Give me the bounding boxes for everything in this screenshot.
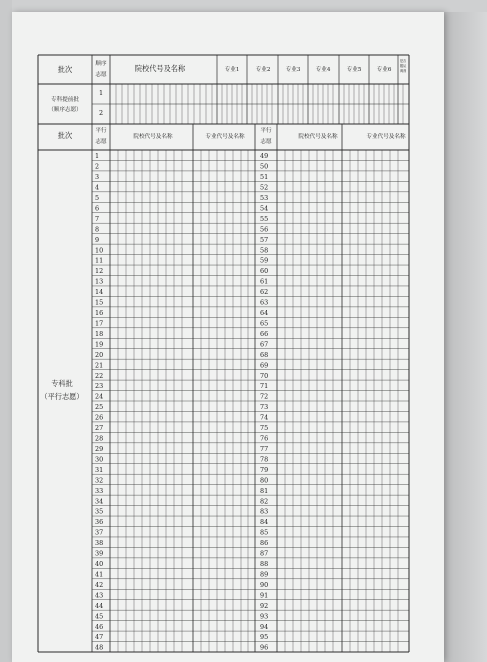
right-volunteer-number: 89 [260, 570, 269, 579]
left-volunteer-number: 30 [95, 455, 104, 464]
parallel-school-header-right: 院校代号及名称 [298, 134, 338, 140]
right-volunteer-number: 81 [260, 486, 269, 495]
left-volunteer-number: 15 [95, 298, 104, 307]
parallel-school-header: 院校代号及名称 [133, 134, 173, 140]
advance-batch-section [48, 89, 103, 117]
right-volunteer-number: 63 [260, 298, 269, 307]
parallel-volunteer-header-right-line2: 志愿 [260, 139, 272, 145]
advance-row-number: 2 [98, 109, 104, 117]
left-volunteer-number: 6 [95, 204, 100, 213]
left-volunteer-number: 2 [95, 162, 100, 171]
right-volunteer-number: 66 [260, 329, 269, 338]
left-volunteer-number: 48 [95, 643, 104, 652]
right-volunteer-number: 70 [260, 371, 269, 380]
right-volunteer-number: 96 [260, 643, 269, 652]
right-volunteer-number: 85 [260, 528, 269, 537]
left-volunteer-number: 11 [95, 256, 104, 265]
left-volunteer-number: 18 [95, 329, 104, 338]
left-volunteer-number: 8 [95, 225, 100, 234]
left-volunteer-number: 1 [95, 152, 100, 161]
left-volunteer-number: 12 [95, 267, 104, 276]
left-volunteer-number: 5 [95, 193, 100, 202]
left-volunteer-number: 31 [95, 465, 104, 474]
right-volunteer-number: 90 [260, 580, 269, 589]
obey-header-line2: 服从 [399, 64, 407, 68]
right-volunteer-number: 64 [260, 309, 269, 318]
left-volunteer-number: 37 [95, 528, 104, 537]
advance-row-number: 1 [98, 89, 104, 97]
left-volunteer-number: 9 [95, 235, 100, 244]
left-volunteer-number: 26 [95, 413, 104, 422]
sequence-header-line1: 顺序 [95, 61, 107, 67]
left-volunteer-number: 41 [95, 570, 104, 579]
right-volunteer-number: 83 [260, 507, 269, 516]
right-volunteer-number: 68 [260, 350, 269, 359]
left-volunteer-number: 20 [95, 350, 104, 359]
left-volunteer-number: 28 [95, 434, 104, 443]
left-volunteer-number: 43 [95, 591, 104, 600]
major3-header: 专业3 [285, 67, 301, 73]
left-volunteer-number: 32 [95, 476, 104, 485]
right-volunteer-number: 72 [260, 392, 269, 401]
obey-header-line3: 调剂 [399, 69, 407, 73]
parallel-volunteer-header-line2: 志愿 [95, 139, 107, 145]
advance-batch-label-line2: （顺序志愿） [48, 107, 82, 113]
left-volunteer-number: 38 [95, 539, 104, 548]
left-volunteer-number: 40 [95, 560, 104, 569]
right-volunteer-number: 95 [260, 633, 269, 642]
right-volunteer-number: 74 [260, 413, 269, 422]
major1-header: 专业1 [224, 67, 240, 73]
sequence-header-line2: 志愿 [95, 72, 107, 78]
right-volunteer-number: 60 [260, 267, 269, 276]
parallel-major-header: 专业代号及名称 [205, 134, 245, 140]
right-volunteer-number: 92 [260, 601, 269, 610]
left-volunteer-number: 3 [95, 173, 100, 182]
right-volunteer-number: 88 [260, 560, 269, 569]
right-volunteer-number: 58 [260, 246, 269, 255]
right-volunteer-number: 84 [260, 518, 269, 527]
right-volunteer-number: 62 [260, 288, 269, 297]
right-volunteer-number: 56 [260, 225, 269, 234]
major5-header: 专业5 [346, 67, 362, 73]
major4-header: 专业4 [315, 67, 331, 73]
left-volunteer-number: 33 [95, 486, 104, 495]
right-volunteer-number: 79 [260, 465, 269, 474]
left-volunteer-number: 39 [95, 549, 104, 558]
parallel-volunteer-header-line1: 平行 [95, 128, 107, 134]
major6-header: 专业6 [376, 67, 392, 73]
right-volunteer-number: 50 [260, 162, 269, 171]
table-grid [38, 55, 409, 652]
left-volunteer-number: 21 [95, 361, 104, 370]
left-volunteer-number: 24 [95, 392, 104, 401]
left-volunteer-number: 22 [95, 371, 104, 380]
obey-header-line1: 是否 [399, 59, 407, 63]
right-volunteer-number: 61 [260, 277, 269, 286]
left-volunteer-number: 34 [95, 497, 104, 506]
right-volunteer-number: 91 [260, 591, 269, 600]
parallel-major-header-right: 专业代号及名称 [366, 134, 406, 140]
left-volunteer-number: 25 [95, 403, 104, 412]
left-volunteer-number: 27 [95, 424, 104, 433]
batch-header: 批次 [57, 65, 73, 74]
major2-header: 专业2 [255, 67, 271, 73]
row-number-column [95, 152, 268, 652]
right-volunteer-number: 57 [260, 235, 269, 244]
left-volunteer-number: 42 [95, 580, 104, 589]
right-volunteer-number: 54 [260, 204, 269, 213]
right-volunteer-number: 59 [260, 256, 269, 265]
right-volunteer-number: 94 [260, 622, 269, 631]
left-volunteer-number: 13 [95, 277, 104, 286]
right-volunteer-number: 65 [260, 319, 269, 328]
left-volunteer-number: 47 [95, 633, 104, 642]
left-volunteer-number: 10 [95, 246, 104, 255]
right-volunteer-number: 67 [260, 340, 269, 349]
school-header: 院校代号及名称 [134, 64, 186, 73]
left-volunteer-number: 36 [95, 518, 104, 527]
right-volunteer-number: 51 [260, 173, 269, 182]
right-volunteer-number: 71 [260, 382, 269, 391]
left-volunteer-number: 7 [95, 214, 100, 223]
left-volunteer-number: 35 [95, 507, 104, 516]
left-volunteer-number: 16 [95, 309, 104, 318]
left-volunteer-number: 44 [95, 601, 104, 610]
right-volunteer-number: 73 [260, 403, 269, 412]
left-volunteer-number: 23 [95, 382, 104, 391]
parallel-batch-header: 批次 [57, 131, 73, 140]
left-volunteer-number: 14 [95, 288, 104, 297]
right-volunteer-number: 87 [260, 549, 269, 558]
right-volunteer-number: 49 [260, 152, 269, 161]
right-volunteer-number: 55 [260, 214, 269, 223]
left-volunteer-number: 19 [95, 340, 104, 349]
parallel-batch-label [40, 379, 83, 401]
right-volunteer-number: 75 [260, 424, 269, 433]
right-volunteer-number: 52 [260, 183, 269, 192]
left-volunteer-number: 17 [95, 319, 104, 328]
right-volunteer-number: 53 [260, 193, 269, 202]
right-volunteer-number: 82 [260, 497, 269, 506]
left-volunteer-number: 4 [95, 183, 100, 192]
advance-batch-label-line1: 专科提前批 [51, 97, 79, 103]
right-volunteer-number: 80 [260, 476, 269, 485]
parallel-volunteer-header-right-line1: 平行 [260, 128, 272, 134]
right-volunteer-number: 69 [260, 361, 269, 370]
left-volunteer-number: 46 [95, 622, 104, 631]
right-volunteer-number: 76 [260, 434, 269, 443]
right-volunteer-number: 93 [260, 612, 269, 621]
left-volunteer-number: 45 [95, 612, 104, 621]
left-volunteer-number: 29 [95, 444, 104, 453]
parallel-batch-label-line1: 专科批 [51, 379, 73, 388]
parallel-batch-label-line2: （平行志愿） [40, 392, 84, 401]
right-volunteer-number: 77 [260, 444, 269, 453]
right-volunteer-number: 78 [260, 455, 269, 464]
right-volunteer-number: 86 [260, 539, 269, 548]
